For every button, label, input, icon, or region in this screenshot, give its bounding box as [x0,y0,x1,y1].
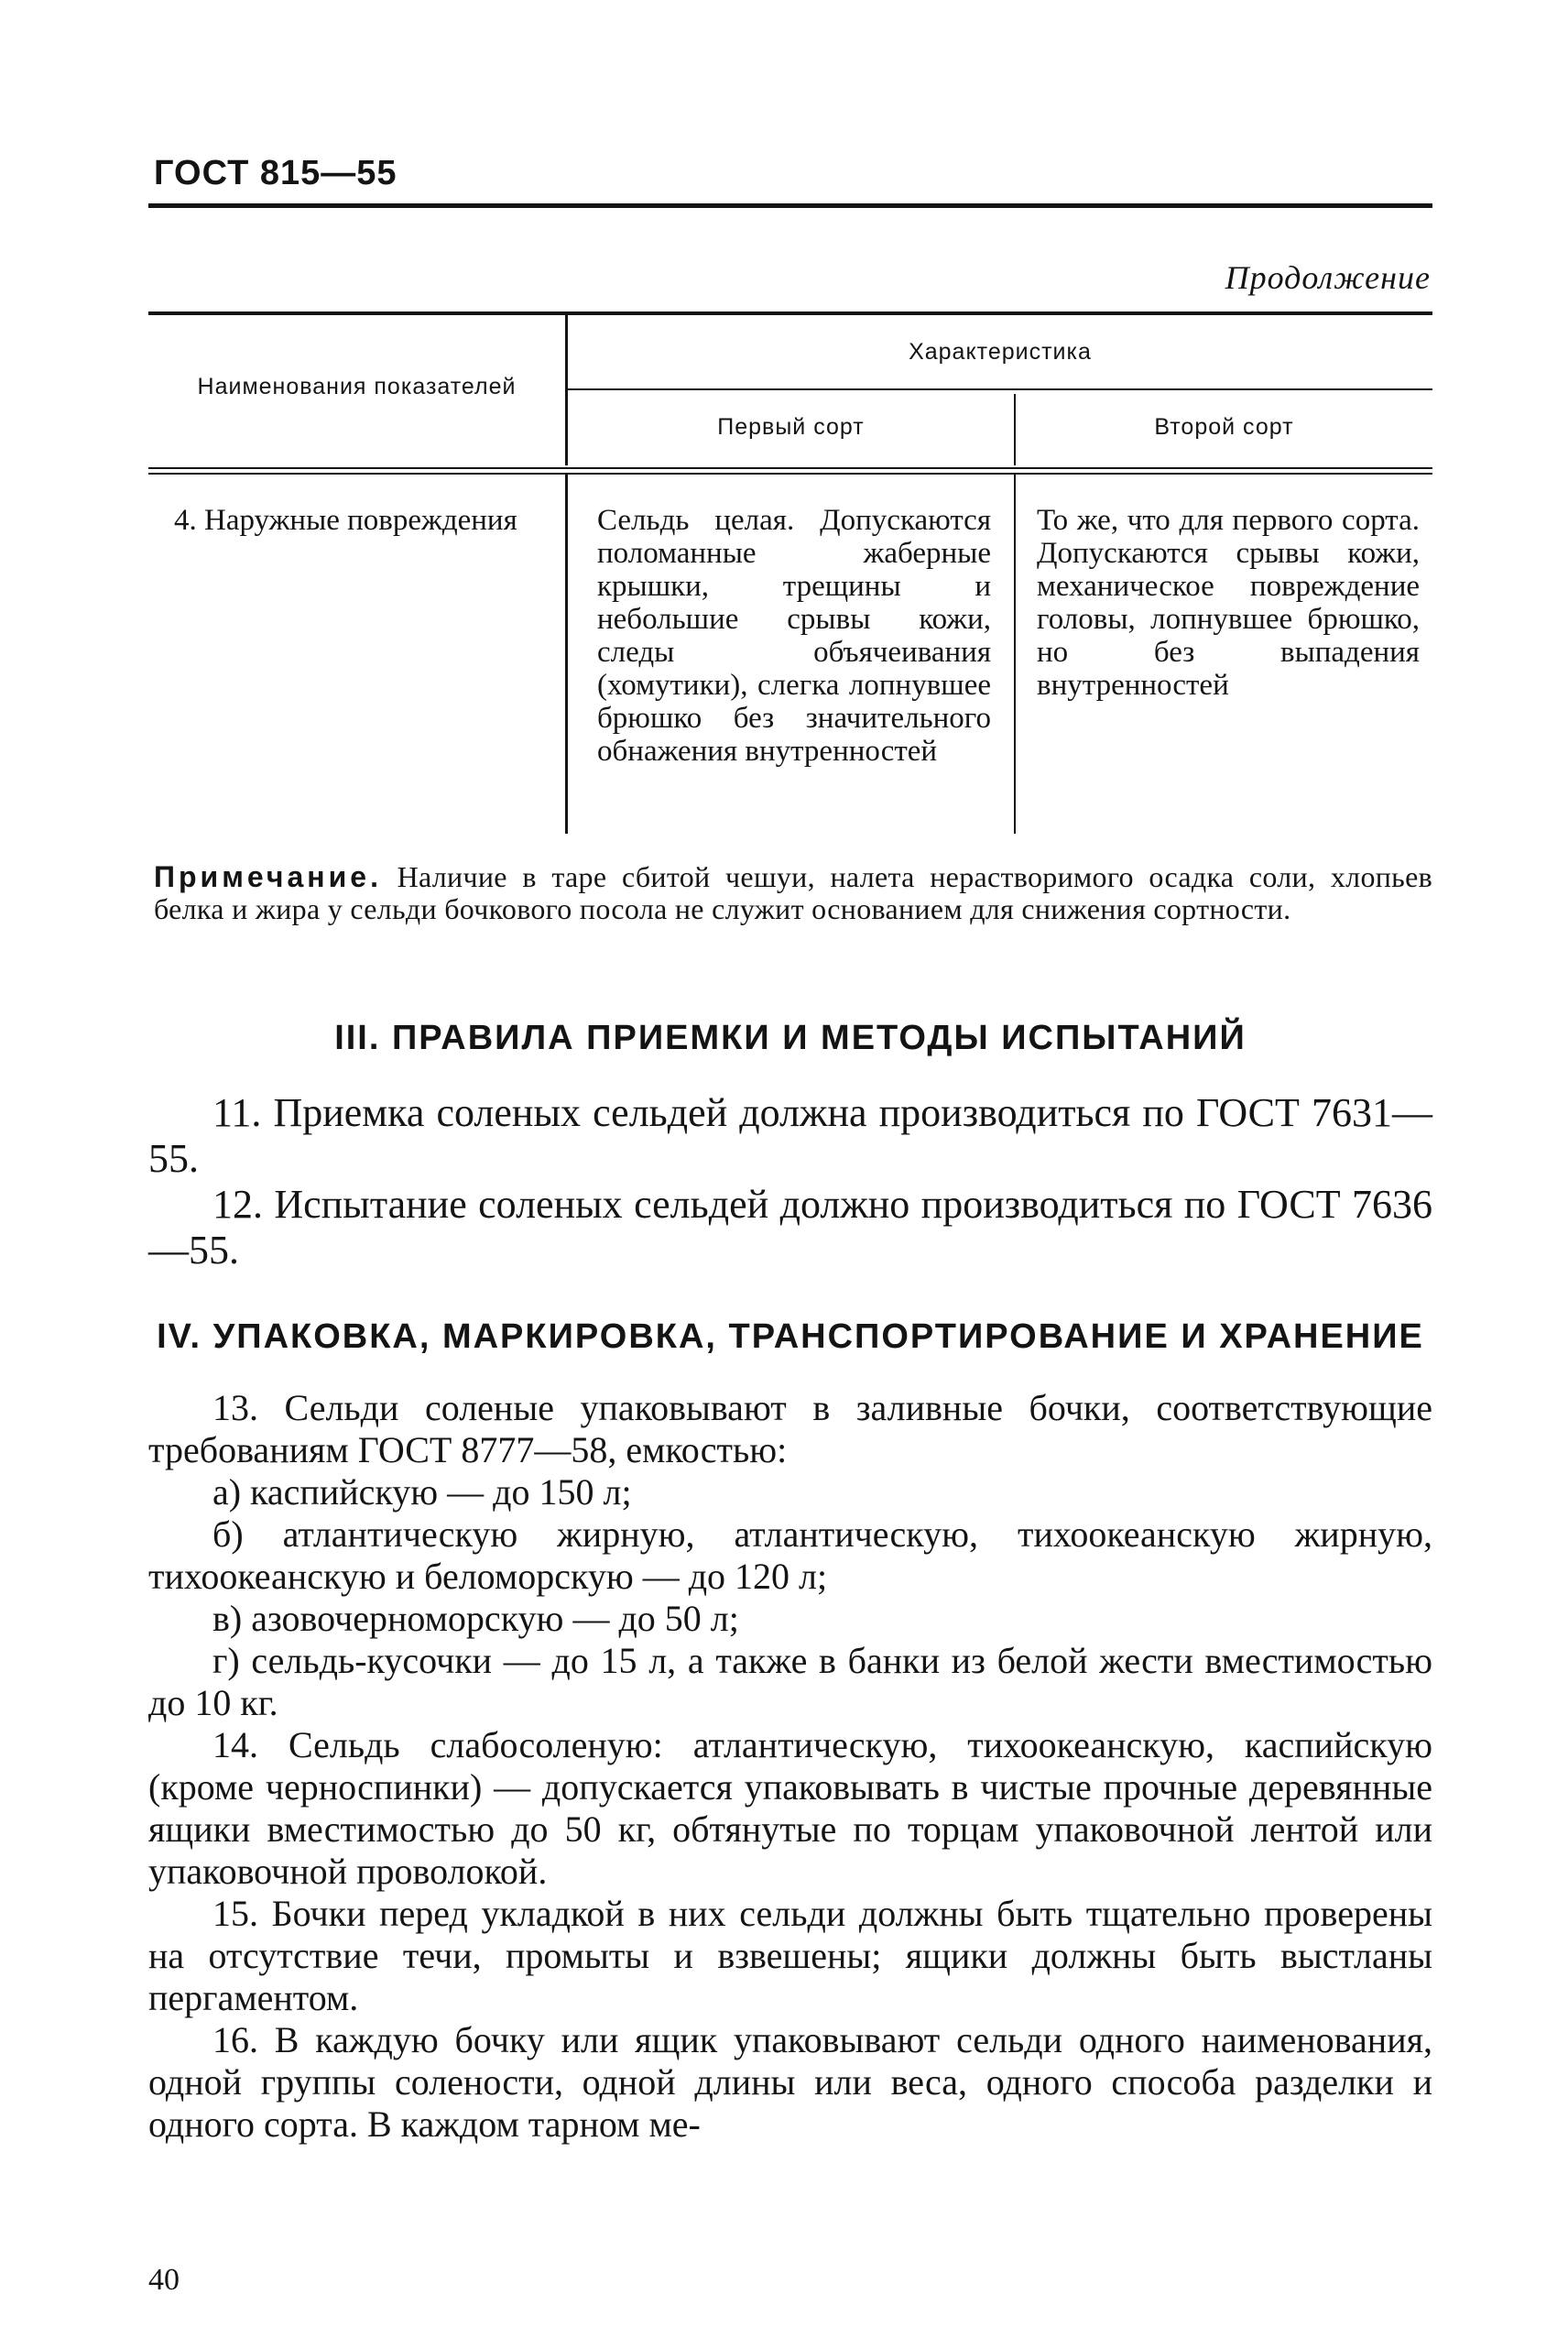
note-text: Наличие в таре сбитой чешуи, налета нерастворимого осадка соли, хлопьев белка и жира у сельди бочкового посола не служит основанием для снижения сортности. [154,860,1432,925]
column-header-first-grade: Первый сорт [717,414,865,440]
clause-16: 16. В каждую бочку или ящик упаковывают сельди одного наименования, одной группы солености, одной длины или веса, одного способа разделки и одного сорта. В каждом тарном ме- [148,2019,1432,2145]
header-rule [148,203,1432,208]
table-header-rule-1 [148,467,1432,469]
clause-13-c: в) азовочерноморскую — до 50 л; [212,1598,739,1639]
section-3-title: III. ПРАВИЛА ПРИЕМКИ И МЕТОДЫ ИСПЫТАНИЙ [334,1019,1247,1057]
clause-13: 13. Сельди соленые упаковывают в заливные бочки, соответствующие требованиям ГОСТ 8777—58, емкостью: [148,1387,1432,1470]
characteristics-table [148,311,1432,834]
table-row-first-grade: Сельдь целая. Допускаются поломанные жаберные крышки, трещины и небольшие срывы кожи, следы объячеивания (хомутики), слегка лопнувшее брюшко без значительного обнажения внутренностей [597,504,991,768]
table-row-name: 4. Наружные повреждения [174,504,517,537]
column-group-header: Характеристика [909,339,1092,365]
section-3-body [148,1090,1432,1273]
clause-13-b: б) атлантическую жирную, атлантическую, тихоокеанскую жирную, тихоокеанскую и беломорскую — до 120 л; [148,1513,1432,1597]
clause-11: 11. Приемка соленых сельдей должна производиться по ГОСТ 7631—55. [148,1090,1432,1181]
clause-13-d: г) сельдь-кусочки — до 15 л, а также в банки из белой жести вместимостью до 10 кг. [148,1640,1432,1723]
table-body-divider-1 [565,475,568,834]
clause-15: 15. Бочки перед укладкой в них сельди должны быть тщательно проверены на отсутствие течи, промыты и взвешены; ящики должны быть выстланы пергаментом. [148,1893,1432,2018]
table-row-second-grade: То же, что для первого сорта. Допускаются срывы кожи, механическое повреждение головы, лопнувшее брюшко, но без выпадения внутренностей [1037,504,1420,702]
table-header-divider [565,315,568,465]
section-4-title: IV. УПАКОВКА, МАРКИРОВКА, ТРАНСПОРТИРОВАНИЕ И ХРАНЕНИЕ [157,1317,1424,1356]
page-number: 40 [148,2263,180,2297]
group-header-rule [568,388,1432,390]
table-header-rule-2 [148,473,1432,475]
clause-13-a: а) каспийскую — до 150 л; [212,1471,632,1513]
continuation-label: Продолжение [1225,259,1431,296]
table-top-rule [148,311,1432,315]
column-header-second-grade: Второй сорт [1154,414,1294,440]
section-4-body [148,1387,1432,2146]
clause-14: 14. Сельдь слабосоленую: атлантическую, тихоокеанскую, каспийскую (кроме черноспинки) — допускается упаковывать в чистые прочные деревянные ящики вместимостью до 50 кг, обтянутые по торцам упаковочной лентой или упаковочной проволокой. [148,1724,1432,1892]
note-label: Примечание. [154,860,382,893]
document-code: ГОСТ 815—55 [154,154,397,192]
table-note [154,861,1432,925]
column-header-name: Наименования показателей [197,374,517,399]
clause-12: 12. Испытание соленых сельдей должно производиться по ГОСТ 7636—55. [148,1182,1432,1273]
table-body-divider-2 [1014,475,1016,834]
